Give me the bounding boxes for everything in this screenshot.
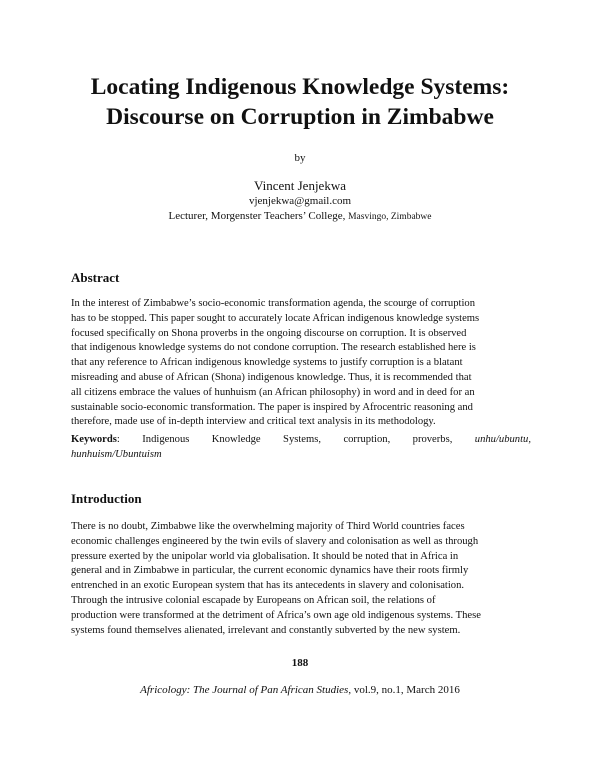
intro-line: systems found themselves alienated, irrelevant and constantly subverted by the new system. bbox=[71, 624, 461, 636]
abstract-line: therefore, made use of in-depth interview and critical text analysis in its methodology. bbox=[71, 416, 436, 428]
keyword-italic: unhu/ubuntu, bbox=[474, 434, 531, 445]
abstract-line: In the interest of Zimbabwe’s socio-economic transformation agenda, the scourge of corruption bbox=[71, 298, 476, 309]
abstract-line: focused specifically on Shona proverbs in the ongoing discourse on corruption. It is observed bbox=[71, 327, 467, 339]
journal-details: , vol.9, no.1, March 2016 bbox=[348, 684, 460, 696]
journal-footer bbox=[0, 684, 600, 696]
by-line: by bbox=[294, 152, 306, 164]
abstract-heading: Abstract bbox=[71, 270, 120, 285]
author-email: vjenjekwa@gmail.com bbox=[248, 195, 352, 207]
intro-line: production were transformed at the detriment of Africa’s own age old indigenous systems. These bbox=[71, 609, 481, 621]
page-number: 188 bbox=[291, 657, 309, 669]
keyword: Knowledge bbox=[211, 434, 261, 445]
author-affiliation bbox=[0, 210, 600, 222]
abstract-line: that any reference to African indigenous knowledge systems to justify corruption is a blatant bbox=[71, 357, 463, 369]
intro-line: pressure exerted by the unipolar world via globalisation. It should be noted that in Africa in bbox=[71, 550, 459, 562]
title-line-2: Discourse on Corruption in Zimbabwe bbox=[106, 104, 494, 130]
intro-line: general and in Zimbabwe in particular, the current economic dynamics have their roots firmly bbox=[71, 565, 469, 577]
abstract-line: all citizens embrace the values of hunhuism (an African philosophy) in word and in deed for an bbox=[71, 386, 475, 398]
abstract-line: sustainable socio-economic transformation. The paper is inspired by Afrocentric reasoning and bbox=[71, 401, 473, 413]
title-line-1: Locating Indigenous Knowledge Systems: bbox=[90, 74, 510, 100]
intro-line: economic challenges engineered by the twin evils of slavery and colonisation as well as through bbox=[71, 535, 479, 547]
keywords bbox=[71, 433, 531, 463]
keyword: Indigenous bbox=[142, 434, 190, 445]
paper-title bbox=[40, 72, 560, 132]
abstract-line: has to be stopped. This paper sought to accurately locate African indigenous knowledge systems bbox=[71, 312, 480, 324]
introduction-body bbox=[71, 520, 531, 638]
abstract-body bbox=[71, 297, 531, 430]
keyword: proverbs, bbox=[412, 434, 453, 445]
abstract-line: that indigenous knowledge systems do not condone corruption. The research established here is bbox=[71, 342, 476, 354]
affiliation-place: Masvingo, Zimbabwe bbox=[348, 212, 432, 222]
keyword: Systems, bbox=[283, 434, 322, 445]
keywords-line-2: hunhuism/Ubuntuism bbox=[71, 448, 162, 460]
intro-line: entrenched in an exotic European system that has its antecedents in slavery and colonisation. bbox=[71, 580, 465, 592]
author-name: Vincent Jenjekwa bbox=[254, 178, 346, 193]
introduction-heading: Introduction bbox=[71, 491, 142, 506]
keywords-label: Keywords bbox=[71, 434, 117, 445]
intro-line: There is no doubt, Zimbabwe like the overwhelming majority of Third World countries faces bbox=[71, 521, 465, 532]
keywords-label-group bbox=[71, 433, 120, 448]
keywords-colon: : bbox=[116, 434, 120, 445]
journal-name: Africology: The Journal of Pan African Studies bbox=[140, 684, 349, 696]
keywords-line-1 bbox=[71, 433, 531, 448]
keyword: corruption, bbox=[343, 434, 391, 445]
intro-line: Through the intrusive colonial escapade by Europeans on African soil, the relations of bbox=[71, 594, 436, 606]
affiliation-text: Lecturer, Morgenster Teachers’ College, bbox=[168, 210, 346, 222]
abstract-line: misreading and abuse of African (Shona) indigenous knowledge. Thus, it is recommended that bbox=[71, 371, 472, 383]
